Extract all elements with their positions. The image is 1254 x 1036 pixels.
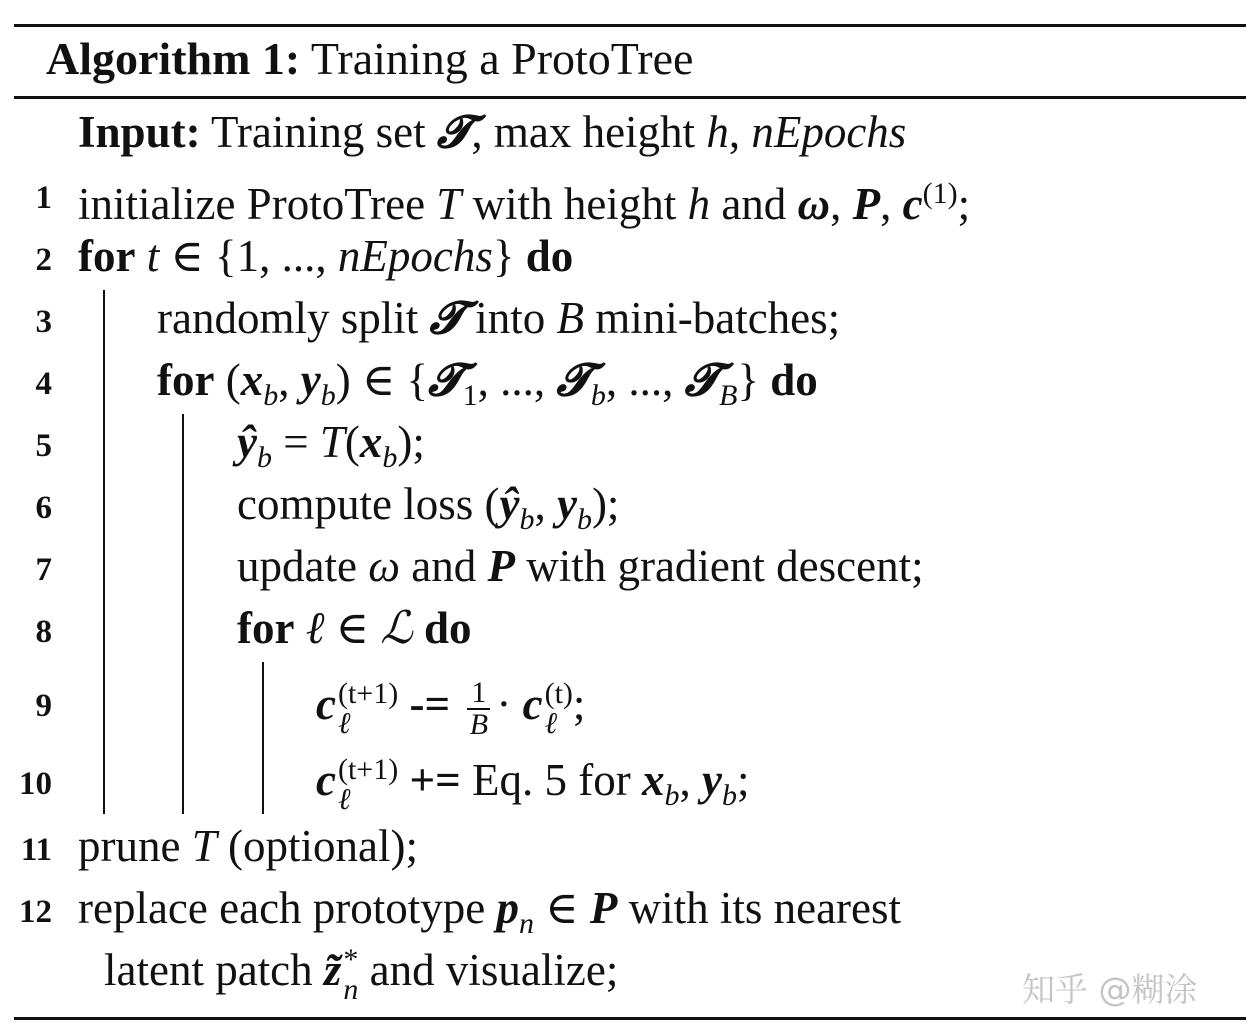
l5-symbol-yhat: ŷ [237, 417, 257, 467]
l8-symbol-ell: ℓ [305, 603, 325, 653]
l5-symbol-T: T [319, 417, 345, 467]
l4-comma: , [278, 355, 290, 405]
bottom-rule [14, 1017, 1246, 1020]
l2-symbol-nepochs: nEpochs [337, 231, 493, 281]
l10-sub-b2: b [721, 779, 737, 812]
line-number-8: 8 [35, 614, 52, 650]
algorithm-name: Training a ProtoTree [310, 33, 694, 84]
line-number-10: 10 [19, 766, 52, 802]
l8-for-keyword: for [237, 603, 295, 653]
watermark: 知乎 @糊涂 [1022, 970, 1198, 1009]
l10-operator: += [409, 755, 461, 805]
line-10 [316, 752, 749, 824]
l6-text-a: compute loss ( [237, 479, 500, 529]
l10-sub-b: b [664, 779, 680, 812]
l12-in: ∈ [545, 883, 579, 933]
l4-sub-sb: b [590, 379, 606, 412]
input-label: Input: [78, 107, 201, 157]
l4-set-open: ∈ { [361, 355, 429, 405]
l5-equals: = [283, 417, 320, 467]
l2-for-keyword: for [78, 231, 136, 281]
l9-symbol-c: c [316, 679, 336, 729]
l1-symbol-T: T [436, 179, 462, 229]
l9-denominator: B [469, 707, 489, 741]
symbol-h: h [706, 107, 729, 157]
l10-comma: , [679, 755, 691, 805]
l9-sup2: (t) [544, 676, 573, 710]
l9-dot: · [496, 679, 512, 729]
l9-supsub2 [544, 676, 573, 740]
l1-end: ; [957, 179, 971, 229]
l4-sub-b: b [263, 379, 279, 412]
l6-sub-b2: b [576, 503, 592, 536]
l8-symbol-L: ℒ [380, 603, 413, 653]
l6-paren-close: ); [591, 479, 620, 529]
l4-symbol-x: x [240, 355, 264, 405]
l3-text-b: into [475, 293, 546, 343]
l1-symbol-omega: ω [797, 179, 831, 229]
l1-text-a: initialize ProtoTree [78, 179, 426, 229]
l4-symbol-y: y [300, 355, 321, 405]
line-8 [237, 600, 471, 656]
l4-sub-sB: B [719, 379, 738, 412]
l4-symbol-Tb: 𝓣 [556, 353, 591, 406]
l7-text-b: and [411, 541, 477, 591]
l11-text-a: prune [78, 821, 181, 871]
l3-text-a: randomly split [157, 293, 419, 343]
l10-symbol-c: c [316, 755, 336, 805]
l4-sub-1: 1 [462, 379, 478, 412]
l6-sub-b: b [519, 503, 535, 536]
line-number-12: 12 [19, 894, 52, 930]
l12-symbol-p: p [496, 883, 520, 933]
l5-paren-close: ); [397, 417, 425, 467]
separator: , [728, 107, 741, 157]
l1-symbol-h: h [687, 179, 711, 229]
l2-do-keyword: do [525, 231, 574, 281]
l4-dots: , ..., [477, 355, 557, 405]
line-number-3: 3 [35, 304, 52, 340]
l1-text-c: and [721, 179, 787, 229]
symbol-nepochs: nEpochs [751, 107, 907, 157]
l9-end: ; [572, 679, 586, 729]
line-number-9: 9 [35, 688, 52, 724]
input-text: Training set [211, 107, 426, 157]
input-line [78, 104, 906, 160]
l12-symbol-z: z̃ [323, 945, 342, 995]
l11-symbol-T: T [191, 821, 217, 871]
l4-set-close: } [737, 355, 760, 405]
header-rule [14, 96, 1246, 99]
l7-symbol-omega: ω [368, 541, 400, 591]
l5-sub-b2: b [382, 441, 398, 474]
l12-sub-n: n [519, 907, 535, 940]
l6-symbol-yhat: ŷ [499, 479, 520, 529]
l2-symbol-t: t [146, 231, 160, 281]
l10-supsub [337, 752, 399, 816]
l9-sup: (t+1) [337, 676, 399, 710]
l3-symbol-T: 𝓣 [429, 291, 464, 344]
l3-symbol-B: B [556, 293, 584, 343]
line-number-11: 11 [20, 832, 52, 868]
l4-symbol-TB: 𝓣 [684, 353, 720, 406]
l8-in: ∈ [335, 603, 370, 653]
l2-set-open: ∈ {1, ..., [170, 231, 338, 281]
line-number-2: 2 [35, 242, 52, 278]
l10-symbol-x: x [641, 755, 665, 805]
l9-symbol-c2: c [522, 679, 543, 729]
l10-sub: ℓ [337, 782, 351, 816]
l11-text-b: (optional); [228, 821, 418, 871]
l9-supsub [337, 676, 399, 740]
l5-sub-b: b [256, 441, 272, 474]
l5-paren-open: ( [344, 417, 360, 467]
l4-sub-b2: b [320, 379, 336, 412]
line-number-7: 7 [35, 552, 52, 588]
l9-fraction [467, 675, 490, 741]
l7-text-c: with gradient descent; [526, 541, 924, 591]
l2-set-close: } [492, 231, 515, 281]
line-9 [316, 676, 585, 740]
l6-comma: , [534, 479, 546, 529]
line-number-5: 5 [35, 428, 52, 464]
line-12-continued [104, 942, 618, 1005]
line-number-1: 1 [35, 180, 52, 216]
line-3 [157, 290, 840, 346]
l10-symbol-y: y [701, 755, 722, 805]
loop-bar-3 [262, 662, 264, 814]
line-11 [78, 818, 418, 874]
line-number-6: 6 [35, 490, 52, 526]
l12-star: * [343, 942, 359, 976]
algorithm-title [46, 30, 693, 88]
loop-bar-2 [182, 414, 184, 814]
l10-sup: (t+1) [337, 752, 399, 786]
l8-do-keyword: do [423, 603, 472, 653]
l12-text-b: with its nearest [628, 883, 902, 933]
l4-for-keyword: for [157, 355, 215, 405]
l4-dots2: , ..., [605, 355, 685, 405]
l3-text-c: mini-batches; [595, 293, 841, 343]
l4-do-keyword: do [770, 355, 818, 405]
l4-paren-close: ) [335, 355, 351, 405]
l12-symbol-P: P [589, 883, 618, 933]
l1-symbol-P: P [852, 179, 881, 229]
l4-paren-open: ( [225, 355, 241, 405]
line-2 [78, 228, 573, 284]
l7-symbol-P: P [487, 541, 515, 591]
line-7 [237, 538, 924, 594]
input-text-mid: , max height [471, 107, 696, 157]
l9-numerator: 1 [467, 678, 490, 710]
l4-symbol-T1: 𝓣 [428, 353, 463, 406]
top-rule [14, 24, 1246, 27]
l12-text-a: replace each prototype [78, 883, 486, 933]
symbol-training-set: 𝓣 [436, 105, 472, 158]
l12-text-d: and visualize; [369, 945, 619, 995]
line-1: initialize ProtoTree T with height h and ω, P, $c^{(1)}$; [78, 177, 971, 229]
l9-sub2: ℓ [544, 706, 558, 740]
l5-symbol-x: x [359, 417, 383, 467]
l9-sub: ℓ [337, 706, 351, 740]
l12-text-c: latent patch [104, 945, 313, 995]
l1-text-b: with height [472, 179, 677, 229]
algorithm-label: Algorithm 1: [46, 33, 301, 84]
l12-sub-n2: n [343, 972, 359, 1006]
l10-end: ; [736, 755, 750, 805]
l9-operator: -= [409, 679, 451, 729]
l1-symbol-c: c [902, 179, 923, 229]
l10-text-a: Eq. 5 for [472, 755, 631, 805]
l7-text-a: update [237, 541, 357, 591]
l12-supsub [343, 942, 359, 1006]
l1-superscript: (1) [922, 177, 958, 210]
line-number-4: 4 [35, 366, 52, 402]
loop-bar-1 [103, 290, 105, 814]
l6-symbol-y: y [556, 479, 577, 529]
